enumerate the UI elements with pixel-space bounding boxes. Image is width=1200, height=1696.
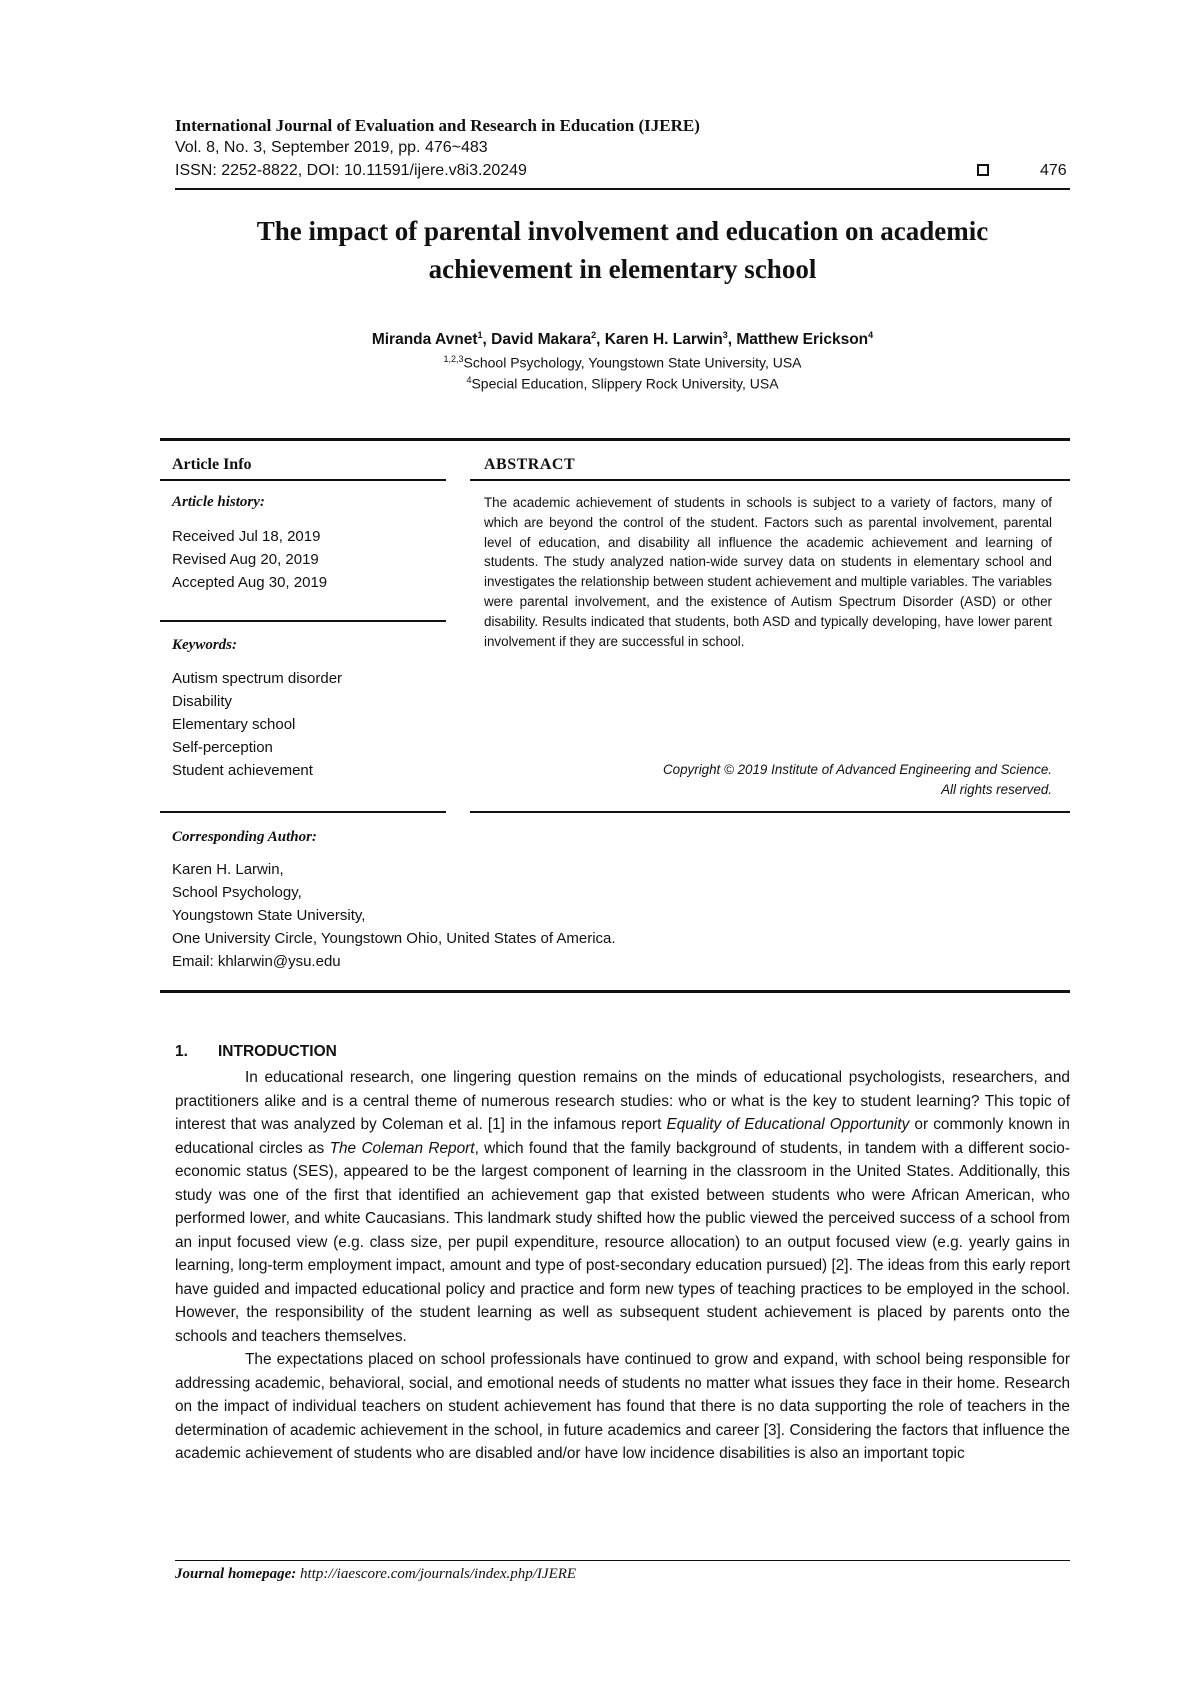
keywords-heading: Keywords: [172,637,237,653]
abstract-heading: ABSTRACT [484,456,576,473]
journal-name: International Journal of Evaluation and Research in Education (IJERE) [175,116,700,135]
author-superscript: 3 [722,330,728,340]
keyword-item: Self-perception [172,739,273,756]
author-superscript: 1 [477,330,483,340]
section-number: 1. [175,1043,188,1060]
affiliation-2 [175,375,1070,392]
journal-homepage-link[interactable]: http://iaescore.com/journals/index.php/IJERE [300,1566,577,1582]
intro-emphasis: The Coleman Report [329,1139,475,1157]
affiliation-1 [175,354,1070,371]
author-name: Karen H. Larwin [604,331,723,349]
author-list: Miranda Avnet$^1$, David Makara$^2$, Karen H. Larwin$^3$, Matthew Erickson$^4$ [371,330,874,349]
keywords-rule [160,811,446,813]
article-info-heading: Article Info [172,456,252,473]
intro-text: or commonly known in educational circles as [175,1116,1070,1157]
copyright-line-2: All rights reserved. [941,781,1052,797]
journal-issn-doi: ISSN: 2252-8822, DOI: 10.11591/ijere.v8i3.20249 [175,162,527,179]
square-icon [977,164,989,176]
section-heading: INTRODUCTION [218,1043,337,1060]
footer: Journal homepage: http://iaescore.com/journals/index.php/IJERE [175,1566,577,1582]
paper-title [175,212,1070,288]
journal-volume: Vol. 8, No. 3, September 2019, pp. 476~483 [175,139,488,156]
corresponding-line: School Psychology, [172,884,302,901]
author-name: David Makara [491,331,592,349]
footer-rule [175,1560,1070,1561]
footer-label: Journal homepage [175,1566,292,1582]
received-date: Received Jul 18, 2019 [172,528,321,545]
author-superscript: 2 [591,330,597,340]
page-number: 476 [1040,162,1067,179]
revised-date: Revised Aug 20, 2019 [172,551,319,568]
affiliation-superscript: 4 [466,375,472,385]
intro-text: In educational research, one lingering question remains on the minds of educational psychologists, researchers, and practitioners alike and is a central theme of numerous research studies: who or what is the key to student learning? This topic of interest that was analyzed by Coleman et al. [1] in the infamous report [175,1069,1070,1133]
intro-emphasis: Equality of Educational Opportunity [666,1116,910,1133]
author-name: Matthew Erickson [736,331,869,349]
abstract-text: The academic achievement of students in schools is subject to a variety of factors, many of which are beyond the control of the student. Factors such as parental involvement, parental level of education, and disability all influence the academic achievement and learning of students. The study analyzed nation-wide survey data on students in elementary school and investigates the relationship between student achievement and multiple variables. The variables were parental involvement, and the existence of Autism Spectrum Disorder (ASD) or other disability. Results indicated that students, both ASD and typically developing, have lower parent involvement if they are successful in school. [484,495,1052,649]
introduction-body [175,1066,1070,1466]
intro-paragraph-1 [175,1066,1070,1348]
corresponding-email[interactable]: Email: khlarwin@ysu.edu [172,953,341,970]
author-name: Miranda Avnet [371,331,478,349]
keyword-item: Autism spectrum disorder [172,670,343,687]
copyright-notice [484,760,1052,800]
keyword-item: Student achievement [172,762,313,779]
title-line-1: The impact of parental involvement and education on academic [256,216,989,246]
corresponding-author-heading: Corresponding Author: [172,829,317,845]
history-rule [160,620,446,622]
article-history-heading: Article history: [172,494,265,510]
title-line-2: achievement in elementary school [428,254,817,284]
affiliation-text: Special Education, Slippery Rock University, USA [471,375,779,392]
corresponding-line: Youngstown State University, [172,907,366,924]
article-info-rule [160,479,446,481]
abstract-rule [470,479,1070,481]
author-superscript: 4 [868,330,874,340]
corresponding-line: Karen H. Larwin, [172,861,284,878]
affiliation-superscript: 1,2,3 [443,354,464,364]
header-rule [175,188,1070,190]
corresponding-line: One University Circle, Youngstown Ohio, United States of America. [172,930,616,947]
info-box-bottom-rule [160,990,1070,993]
intro-text: , which found that the family background of students, in tandem with a different socio-economic status (SES), appeared to be the largest component of learning in the classroom in the United States. Additionally, this study was one of the first that identified an achievement gap that existed between students who were African American, who performed lower, and white Caucasians. This landmark study shifted how the public viewed the perceived success of a school from an input focused view (e.g. class size, per pupil expenditure, resource allocation) to an output focused view (e.g. yearly gains in learning, long-term employment impact, amount and type of post-secondary education pursued) [2]. The ideas from this early report have guided and impacted educational policy and practice and form new types of teaching practices to be employed in the school. However, the responsibility of the student learning as well as subsequent student achievement is placed by parents onto the schools and teachers themselves. [175,1139,1070,1345]
copyright-rule [470,811,1070,813]
intro-paragraph-2: The expectations placed on school professionals have continued to grow and expand, with school being responsible for addressing academic, behavioral, social, and emotional needs of students no matter what issues they face in their home. Research on the impact of individual teachers on student achievement has found that there is no data supporting the role of teachers in the determination of academic achievement in the school, in future academics and career [3]. Considering the factors that influence the academic achievement of students who are disabled and/or have low incidence disabilities is also an important topic [175,1351,1070,1462]
keyword-item: Disability [172,693,233,710]
info-box-top-rule [160,438,1070,441]
copyright-line-1: Copyright © 2019 Institute of Advanced Engineering and Science. [662,762,1052,777]
keyword-item: Elementary school [172,716,296,733]
affiliation-text: School Psychology, Youngstown State University, USA [463,354,802,371]
accepted-date: Accepted Aug 30, 2019 [172,574,328,591]
